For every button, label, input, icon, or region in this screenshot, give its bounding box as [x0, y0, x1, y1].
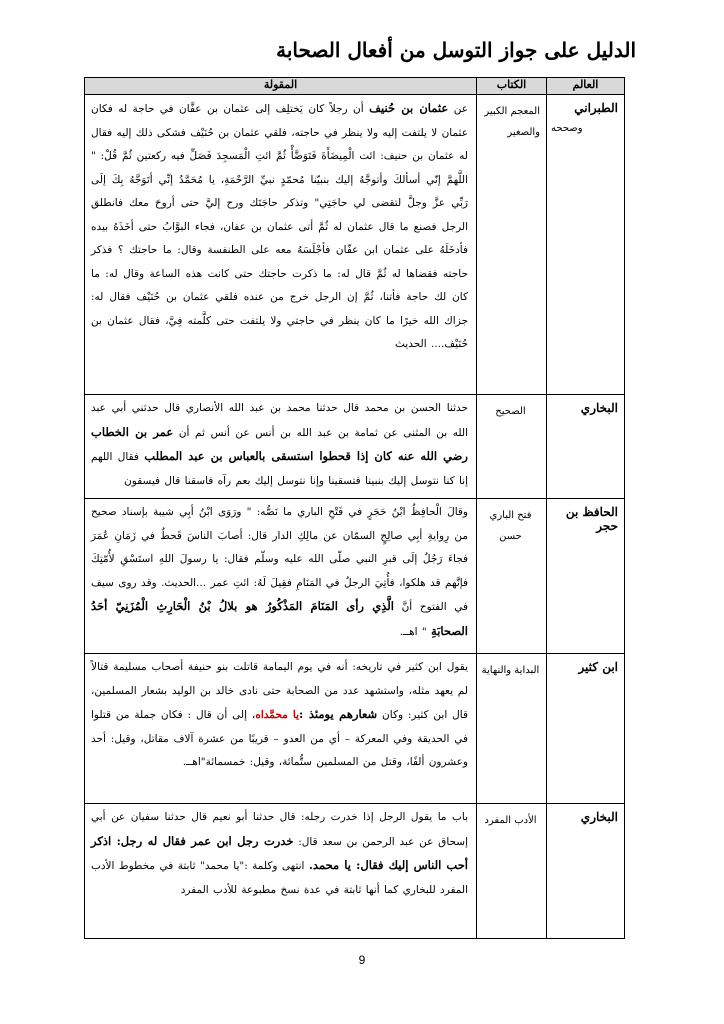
quote-cell	[85, 95, 477, 395]
quote-text: حدثنا الحسن بن محمد قال حدثنا محمد بن عبد الله الأنصاري قال حدثني أبي عبد الله بن المثنى عن ثمامة بن عبد الله بن أنس عن أنس ثم أن	[91, 402, 468, 439]
quote-text: يقول ابن كثير في تاريخه: أنه في يوم اليمامة قاتلت بنو حنيفة أصحاب مسليمة قتالاً لم يعهد مثله، واستشهد عدد من الصحابة حتى نادى خالد بن الوليد بشعار المسلمين، قال ابن كثير: وكان	[91, 661, 468, 721]
scholar-cell: البخاري	[547, 395, 625, 499]
quote-text: فقال اللهم إنا كنا نتوسل إليك بنبينا فتسقينا وإنا نتوسل إليك بعم رآه فاسقنا قال فيسقون	[91, 451, 468, 487]
book-cell: فتح الباري حسن	[477, 499, 547, 654]
table-row	[85, 499, 625, 654]
page-title: الدليل على جواز التوسل من أفعال الصحابة	[276, 38, 636, 62]
scholar-cell	[547, 95, 625, 395]
header-scholar: العالم	[547, 78, 625, 95]
quote-cell	[85, 499, 477, 654]
bold-text: عمر بن الخطاب رضي الله عنه كان إذا قحطوا استسقى بالعباس بن عبد المطلب	[91, 424, 468, 463]
table-row	[85, 95, 625, 395]
quote-cell	[85, 654, 477, 804]
book-cell: الأدب المفرد	[477, 804, 547, 939]
scholar-cell: الحافظ بن حجر	[547, 499, 625, 654]
scholar-cell: البخاري	[547, 804, 625, 939]
book-cell: المعجم الكبير والصغير	[477, 95, 547, 395]
table-row	[85, 804, 625, 939]
header-quote: المقولة	[85, 78, 477, 95]
quote-cell	[85, 804, 477, 939]
header-book: الكتاب	[477, 78, 547, 95]
bold-text: الَّذِي رأى المَنَامَ المَذْكُورُ هو بلالُ بْنُ الْحَارِثِ الْمُزَنِيّ أحَدُ الصحابَةِ	[91, 599, 468, 638]
evidence-table	[84, 77, 625, 939]
scholar-cell: ابن كثير	[547, 654, 625, 804]
table-row	[85, 654, 625, 804]
quote-text: انتهى وكلمة :"يا محمد" ثابتة في مخطوط الأدب المفرد للبخاري كما أنها ثابتة في عدة نسخ مطبوعة للأدب المفرد	[91, 860, 468, 896]
table-row	[85, 395, 625, 499]
scholar-note: وصححه	[551, 123, 583, 134]
quote-text: " اهــ.	[399, 625, 432, 638]
quote-text: عن	[448, 103, 468, 115]
highlighted-text: يا محمَّداه	[255, 709, 300, 721]
quote-text: ، إلى أن قال : فكان جملة من قتلوا في الحديقة وفي المعركة – أي من العدو – قريبًا من عشرة آلاف مقاتل، وقيل: أحد وعشرون ألفًا، وقتل من المسلمين ستُّمائة، وقيل: خمسمائة"اهــ.	[91, 709, 468, 768]
bold-text: عثمان بن حُنيف	[369, 101, 449, 115]
book-cell: الصحيح	[477, 395, 547, 499]
quote-text: أن رجلاً كان يَختلِف إلى عثمان بن عفَّان في حاجة له فكان عثمان لا يلتفت إليه ولا ينظر في حاجته، فلقي عثمان بن حُنَيْف فشكى ذلك إليه فقال له عثمان بن حنيف: ائت الْمِيضَأَةَ فَتَوَضَّأْ ثُمَّ ائتِ الْمَسجِدَ فَصَلِّ فيه ركعتين ثُمَّ قُلْ: " اللَّهمَّ إنّي أسألكَ وأتوجَّهُ إليك بنبيّنا مُحمّدٍ نبيِّ الرَّحْمَةِ، يا مُحَمَّدُ إنِّي أتَوَجَّهُ بِكَ إلَى رَبِّي عزَّ وجلَّ لتقضى لي حاجَتِي" وتذكر حاجَتَك ورح إليَّ حتى أروحَ معك فانطلق الرجل فصنع ما قال عثمان له ثُمَّ أتى عثمان بن عفان، فجاء البوَّابُ حتى أخَذَهُ بيده فأدخَلَهُ على عثمان ابن عفّان فأجْلَسَهُ معه على الطنفسة وقال: ما حاجتك ؟ فذكر حاجته فقضاها له ثُمَّ قال له: ما ذكرت حاجتك حتى كانت هذه الساعة وقال له: ما كان لك حاجة فأتنا، ثُمَّ إن الرجل خرج من عنده فلقي عثمان بن حُنَيْف فقال له: جزاك الله خيرًا ما كان ينظر في حاجتي ولا يلتفت حتى كلَّمته فِيَّ، فقال عثمان بن حُنَيْف.... الحديث	[91, 103, 468, 350]
scholar-name: الطبراني	[574, 101, 618, 115]
bold-text: شعارهم يومئذ :	[299, 707, 378, 721]
table-header-row	[85, 78, 625, 95]
quote-text: وقالَ الْحافِظُ ابْنُ حَجَرٍ في فَتْحِ الباري ما نَصُّه: " ورَوَى ابْنُ أبِي شيبة بإسناد صحيح من رِوايةِ أبِي صالِحٍ السمّان عن مالِكِ الدار قال: أصابَ الناسَ قَحطٌ في زَمَانِ عُمَرَ فجاءَ رَجُلٌ إلَى قبرِ النبي صلّى الله عليه وسلّم فقال: يا رسولَ اللهِ استَسْقِ لأُمّتِكَ فإنَّهم قد هلكوا، فأُتِيَ الرجلُ في المَنَامِ فقِيلَ لَهُ: ائتِ عمر ...الحديث. وقد روى سيف في الفتوح أنَّ	[91, 506, 468, 613]
page-number: 9	[358, 953, 366, 967]
bold-text: خدرت رجل ابن عمر فقال له رجل: اذكر أحب الناس إليك فقال: يا محمد.	[91, 833, 468, 872]
quote-cell	[85, 395, 477, 499]
book-cell: البداية والنهاية	[477, 654, 547, 804]
quote-text: باب ما يقول الرجل إذا خدرت رجله: قال حدثنا أبو نعيم قال حدثنا سفيان عن أبي إسحاق عن عبد الرحمن بن سعد قال:	[91, 811, 469, 848]
